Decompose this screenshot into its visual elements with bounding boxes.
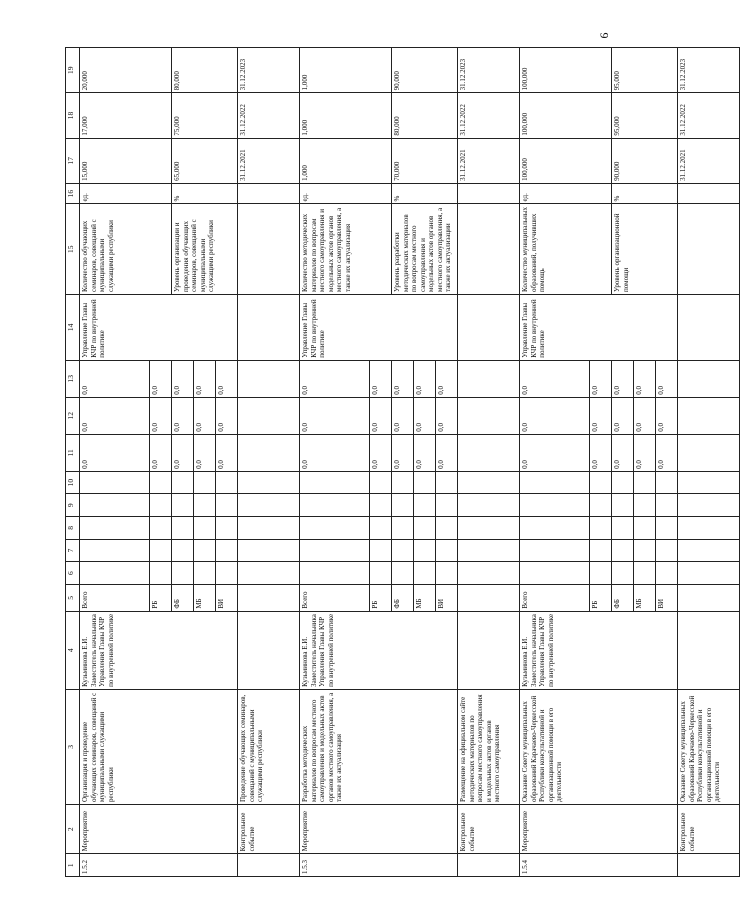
empty-cell xyxy=(238,562,300,585)
empty-cell xyxy=(238,539,300,562)
empty-cell xyxy=(172,539,194,562)
empty-cell xyxy=(458,294,520,360)
value-cell: 0,0 xyxy=(414,434,436,471)
empty-cell xyxy=(370,494,392,517)
funding-source: Всего xyxy=(80,584,150,611)
empty-cell xyxy=(612,562,634,585)
empty-cell xyxy=(634,562,656,585)
empty-cell xyxy=(656,517,678,540)
empty-cell xyxy=(414,539,436,562)
empty-cell xyxy=(392,494,414,517)
row-name: Оказание Совету муниципальных образований Карачаево-Черкесской Республики консультативной и организационной помощи в его деятельности xyxy=(520,689,678,804)
responsible-person: Кузьминова Е.И. Заместитель начальника Управления Главы КЧР по внутренней политике xyxy=(300,611,458,689)
value-cell: 0,0 xyxy=(194,360,216,397)
value-cell: 0,0 xyxy=(392,434,414,471)
column-header: 14 xyxy=(66,294,80,360)
date-cell: 31.12.2023 xyxy=(458,48,520,93)
value-cell: 0,0 xyxy=(520,397,590,434)
empty-cell xyxy=(458,360,520,397)
column-header: 7 xyxy=(66,539,80,562)
empty-cell xyxy=(238,854,300,877)
value-cell: 0,0 xyxy=(612,360,634,397)
value-cell: 0,0 xyxy=(80,434,150,471)
row-kind: Мероприятие xyxy=(520,805,678,854)
empty-cell xyxy=(590,539,612,562)
column-header: 5 xyxy=(66,584,80,611)
funding-source: РБ xyxy=(590,584,612,611)
empty-cell xyxy=(238,434,300,471)
column-header: 2 xyxy=(66,805,80,854)
column-header: 6 xyxy=(66,562,80,585)
empty-cell xyxy=(300,517,370,540)
target-value: 70,000 xyxy=(392,138,458,183)
empty-cell xyxy=(458,517,520,540)
value-cell: 0,0 xyxy=(634,360,656,397)
column-header: 11 xyxy=(66,434,80,471)
empty-cell xyxy=(392,517,414,540)
empty-cell xyxy=(370,517,392,540)
empty-cell xyxy=(458,494,520,517)
empty-cell xyxy=(656,562,678,585)
target-value: 90,000 xyxy=(392,48,458,93)
unit: % xyxy=(172,183,238,204)
empty-cell xyxy=(80,539,150,562)
empty-cell xyxy=(656,494,678,517)
empty-cell xyxy=(80,562,150,585)
indicator: Уровень разработки методических материалов по вопросам местного самоуправления и модельных актов органов местного самоуправления, а также их актуализации xyxy=(392,204,458,295)
empty-cell xyxy=(520,539,590,562)
funding-source: ФБ xyxy=(612,584,634,611)
value-cell: 0,0 xyxy=(216,397,238,434)
empty-cell xyxy=(300,562,370,585)
value-cell: 0,0 xyxy=(612,397,634,434)
control-event-row xyxy=(458,48,520,877)
value-cell: 0,0 xyxy=(194,434,216,471)
empty-cell xyxy=(590,494,612,517)
table-row xyxy=(520,48,590,877)
target-value: 90,000 xyxy=(612,138,678,183)
column-header: 13 xyxy=(66,360,80,397)
empty-cell xyxy=(436,539,458,562)
value-cell: 0,0 xyxy=(590,434,612,471)
empty-cell xyxy=(194,539,216,562)
executor: Управление Главы КЧР по внутренней политике xyxy=(520,294,678,360)
column-header: 12 xyxy=(66,397,80,434)
empty-cell xyxy=(414,471,436,494)
empty-cell xyxy=(370,471,392,494)
column-header: 19 xyxy=(66,48,80,93)
executor: Управление Главы КЧР по внутренней политике xyxy=(300,294,458,360)
empty-cell xyxy=(370,562,392,585)
target-value: 20,000 xyxy=(80,48,172,93)
empty-cell xyxy=(656,471,678,494)
funding-source: Всего xyxy=(520,584,590,611)
program-table xyxy=(65,47,740,877)
empty-cell xyxy=(458,611,520,689)
value-cell: 0,0 xyxy=(656,360,678,397)
empty-cell xyxy=(392,562,414,585)
value-cell: 0,0 xyxy=(656,434,678,471)
target-value: 95,000 xyxy=(612,93,678,138)
empty-cell xyxy=(300,471,370,494)
empty-cell xyxy=(458,434,520,471)
funding-source: ВИ xyxy=(216,584,238,611)
column-header: 17 xyxy=(66,138,80,183)
empty-cell xyxy=(458,562,520,585)
empty-cell xyxy=(238,584,300,611)
unit: ед. xyxy=(300,183,392,204)
value-cell: 0,0 xyxy=(392,360,414,397)
date-cell: 31.12.2021 xyxy=(458,138,520,183)
row-kind: Контрольное событие xyxy=(678,805,740,854)
control-event-row xyxy=(678,48,740,877)
row-name: Проведение обучающих семинаров, совещаний с муниципальными служащими республики xyxy=(238,689,300,804)
empty-cell xyxy=(590,562,612,585)
empty-cell xyxy=(238,360,300,397)
indicator: Уровень организации и проведения обучающих семинаров, совещаний с муниципальными служащими республики xyxy=(172,204,238,295)
value-cell: 0,0 xyxy=(656,397,678,434)
value-cell: 0,0 xyxy=(370,360,392,397)
empty-cell xyxy=(238,494,300,517)
empty-cell xyxy=(634,539,656,562)
column-header: 16 xyxy=(66,183,80,204)
target-value: 100,000 xyxy=(520,138,612,183)
value-cell: 0,0 xyxy=(172,434,194,471)
row-kind: Мероприятие xyxy=(300,805,458,854)
column-header: 8 xyxy=(66,517,80,540)
empty-cell xyxy=(678,562,740,585)
funding-source: ФБ xyxy=(172,584,194,611)
empty-cell xyxy=(150,494,172,517)
empty-cell xyxy=(678,494,740,517)
empty-cell xyxy=(194,471,216,494)
empty-cell xyxy=(458,539,520,562)
value-cell: 0,0 xyxy=(436,360,458,397)
value-cell: 0,0 xyxy=(194,397,216,434)
value-cell: 0,0 xyxy=(150,360,172,397)
value-cell: 0,0 xyxy=(414,360,436,397)
empty-cell xyxy=(150,539,172,562)
value-cell: 0,0 xyxy=(392,397,414,434)
empty-cell xyxy=(216,471,238,494)
target-value: 95,000 xyxy=(612,48,678,93)
table-row xyxy=(80,48,150,877)
target-value: 65,000 xyxy=(172,138,238,183)
empty-cell xyxy=(238,294,300,360)
table-row xyxy=(300,48,370,877)
empty-cell xyxy=(238,183,300,204)
empty-cell xyxy=(634,494,656,517)
value-cell: 0,0 xyxy=(172,397,194,434)
value-cell: 0,0 xyxy=(634,397,656,434)
column-header: 1 xyxy=(66,854,80,877)
value-cell: 0,0 xyxy=(370,397,392,434)
value-cell: 0,0 xyxy=(436,397,458,434)
empty-cell xyxy=(612,471,634,494)
date-cell: 31.12.2022 xyxy=(678,93,740,138)
empty-cell xyxy=(678,434,740,471)
empty-cell xyxy=(194,494,216,517)
funding-source: ВИ xyxy=(436,584,458,611)
empty-cell xyxy=(436,517,458,540)
empty-cell xyxy=(172,494,194,517)
empty-cell xyxy=(520,517,590,540)
value-cell: 0,0 xyxy=(520,434,590,471)
value-cell: 0,0 xyxy=(370,434,392,471)
responsible-person: Кузьминова Е.И. Заместитель начальника Управления Главы КЧР по внутренней политике xyxy=(520,611,678,689)
value-cell: 0,0 xyxy=(150,434,172,471)
empty-cell xyxy=(590,471,612,494)
indicator: Количество методических материалов по вопросам местного самоуправления и модельных актов органов местного самоуправления, а также их актуализация xyxy=(300,204,392,295)
row-number: 1.5.3 xyxy=(300,854,458,877)
funding-source: МБ xyxy=(194,584,216,611)
empty-cell xyxy=(80,494,150,517)
empty-cell xyxy=(458,584,520,611)
funding-source: МБ xyxy=(634,584,656,611)
value-cell: 0,0 xyxy=(520,360,590,397)
funding-source: ФБ xyxy=(392,584,414,611)
empty-cell xyxy=(678,294,740,360)
empty-cell xyxy=(612,539,634,562)
empty-cell xyxy=(458,854,520,877)
indicator: Уровень организационной помощи xyxy=(612,204,678,295)
value-cell: 0,0 xyxy=(590,360,612,397)
value-cell: 0,0 xyxy=(590,397,612,434)
empty-cell xyxy=(80,517,150,540)
target-value: 75,000 xyxy=(172,93,238,138)
empty-cell xyxy=(238,471,300,494)
empty-cell xyxy=(392,471,414,494)
row-name: Организация и проведение обучающих семинаров, совещаний с муниципальными служащими республики xyxy=(80,689,238,804)
funding-source: Всего xyxy=(300,584,370,611)
empty-cell xyxy=(370,539,392,562)
empty-cell xyxy=(520,494,590,517)
empty-cell xyxy=(520,562,590,585)
value-cell: 0,0 xyxy=(150,397,172,434)
date-cell: 31.12.2022 xyxy=(238,93,300,138)
empty-cell xyxy=(238,611,300,689)
empty-cell xyxy=(80,471,150,494)
empty-cell xyxy=(678,397,740,434)
empty-cell xyxy=(678,517,740,540)
value-cell: 0,0 xyxy=(300,397,370,434)
empty-cell xyxy=(194,562,216,585)
empty-cell xyxy=(678,584,740,611)
empty-cell xyxy=(678,471,740,494)
empty-cell xyxy=(414,494,436,517)
indicator: Количество муниципальных образований, получивших помощь xyxy=(520,204,612,295)
empty-cell xyxy=(612,494,634,517)
empty-cell xyxy=(238,204,300,295)
value-cell: 0,0 xyxy=(612,434,634,471)
empty-cell xyxy=(436,494,458,517)
empty-cell xyxy=(678,611,740,689)
header-row xyxy=(66,48,80,877)
row-kind: Контрольное событие xyxy=(458,805,520,854)
funding-source: РБ xyxy=(150,584,172,611)
target-value: 100,000 xyxy=(520,48,612,93)
value-cell: 0,0 xyxy=(436,434,458,471)
empty-cell xyxy=(436,471,458,494)
executor: Управление Главы КЧР по внутренней политике xyxy=(80,294,238,360)
date-cell: 31.12.2023 xyxy=(678,48,740,93)
row-name: Оказание Совету муниципальных образований Карачаево-Черкесской Республики консультативной и организационной помощи в его деятельности xyxy=(678,689,740,804)
empty-cell xyxy=(172,562,194,585)
empty-cell xyxy=(678,204,740,295)
value-cell: 0,0 xyxy=(80,360,150,397)
empty-cell xyxy=(656,539,678,562)
funding-source: ВИ xyxy=(656,584,678,611)
row-number: 1.5.2 xyxy=(80,854,238,877)
empty-cell xyxy=(678,360,740,397)
empty-cell xyxy=(150,562,172,585)
target-value: 80,000 xyxy=(172,48,238,93)
empty-cell xyxy=(678,539,740,562)
empty-cell xyxy=(216,494,238,517)
date-cell: 31.12.2021 xyxy=(678,138,740,183)
empty-cell xyxy=(678,854,740,877)
empty-cell xyxy=(300,494,370,517)
empty-cell xyxy=(238,397,300,434)
row-kind: Контрольное событие xyxy=(238,805,300,854)
control-event-row xyxy=(238,48,300,877)
unit: ед. xyxy=(80,183,172,204)
target-value: 1,000 xyxy=(300,48,392,93)
target-value: 17,000 xyxy=(80,93,172,138)
empty-cell xyxy=(414,517,436,540)
empty-cell xyxy=(634,517,656,540)
empty-cell xyxy=(392,539,414,562)
unit: % xyxy=(392,183,458,204)
empty-cell xyxy=(458,471,520,494)
empty-cell xyxy=(520,471,590,494)
date-cell: 31.12.2021 xyxy=(238,138,300,183)
value-cell: 0,0 xyxy=(634,434,656,471)
target-value: 1,000 xyxy=(300,138,392,183)
empty-cell xyxy=(458,204,520,295)
column-header: 10 xyxy=(66,471,80,494)
target-value: 15,000 xyxy=(80,138,172,183)
empty-cell xyxy=(436,562,458,585)
column-header: 4 xyxy=(66,611,80,689)
value-cell: 0,0 xyxy=(216,434,238,471)
funding-source: РБ xyxy=(370,584,392,611)
empty-cell xyxy=(612,517,634,540)
column-header: 15 xyxy=(66,204,80,295)
column-header: 3 xyxy=(66,689,80,804)
funding-source: МБ xyxy=(414,584,436,611)
row-kind: Мероприятие xyxy=(80,805,238,854)
empty-cell xyxy=(194,517,216,540)
empty-cell xyxy=(150,517,172,540)
value-cell: 0,0 xyxy=(80,397,150,434)
value-cell: 0,0 xyxy=(216,360,238,397)
empty-cell xyxy=(172,517,194,540)
page-number: 9 xyxy=(597,32,612,39)
indicator: Количество обучающих семинаров, совещаний с муниципальными служащими республики xyxy=(80,204,172,295)
value-cell: 0,0 xyxy=(300,434,370,471)
empty-cell xyxy=(458,397,520,434)
row-name: Разработка методических материалов по вопросам местного самоуправления и модельных актов органов местного самоуправления, а также их актуализация xyxy=(300,689,458,804)
target-value: 1,000 xyxy=(300,93,392,138)
rotated-table-container xyxy=(65,47,721,877)
empty-cell xyxy=(216,539,238,562)
column-header: 18 xyxy=(66,93,80,138)
value-cell: 0,0 xyxy=(172,360,194,397)
value-cell: 0,0 xyxy=(414,397,436,434)
target-value: 100,000 xyxy=(520,93,612,138)
row-name: Размещение на официальном сайте методических материалов по вопросам местного самоуправления и модельных актов органов местного самоуправления xyxy=(458,689,520,804)
responsible-person: Кузьминова Е.И. Заместитель начальника Управления Главы КЧР по внутренней политике xyxy=(80,611,238,689)
empty-cell xyxy=(458,183,520,204)
empty-cell xyxy=(172,471,194,494)
target-value: 80,000 xyxy=(392,93,458,138)
empty-cell xyxy=(678,183,740,204)
date-cell: 31.12.2023 xyxy=(238,48,300,93)
empty-cell xyxy=(590,517,612,540)
column-header: 9 xyxy=(66,494,80,517)
empty-cell xyxy=(216,562,238,585)
value-cell: 0,0 xyxy=(300,360,370,397)
empty-cell xyxy=(300,539,370,562)
empty-cell xyxy=(238,517,300,540)
unit: % xyxy=(612,183,678,204)
empty-cell xyxy=(414,562,436,585)
date-cell: 31.12.2022 xyxy=(458,93,520,138)
empty-cell xyxy=(150,471,172,494)
empty-cell xyxy=(634,471,656,494)
row-number: 1.5.4 xyxy=(520,854,678,877)
empty-cell xyxy=(216,517,238,540)
unit: ед. xyxy=(520,183,612,204)
